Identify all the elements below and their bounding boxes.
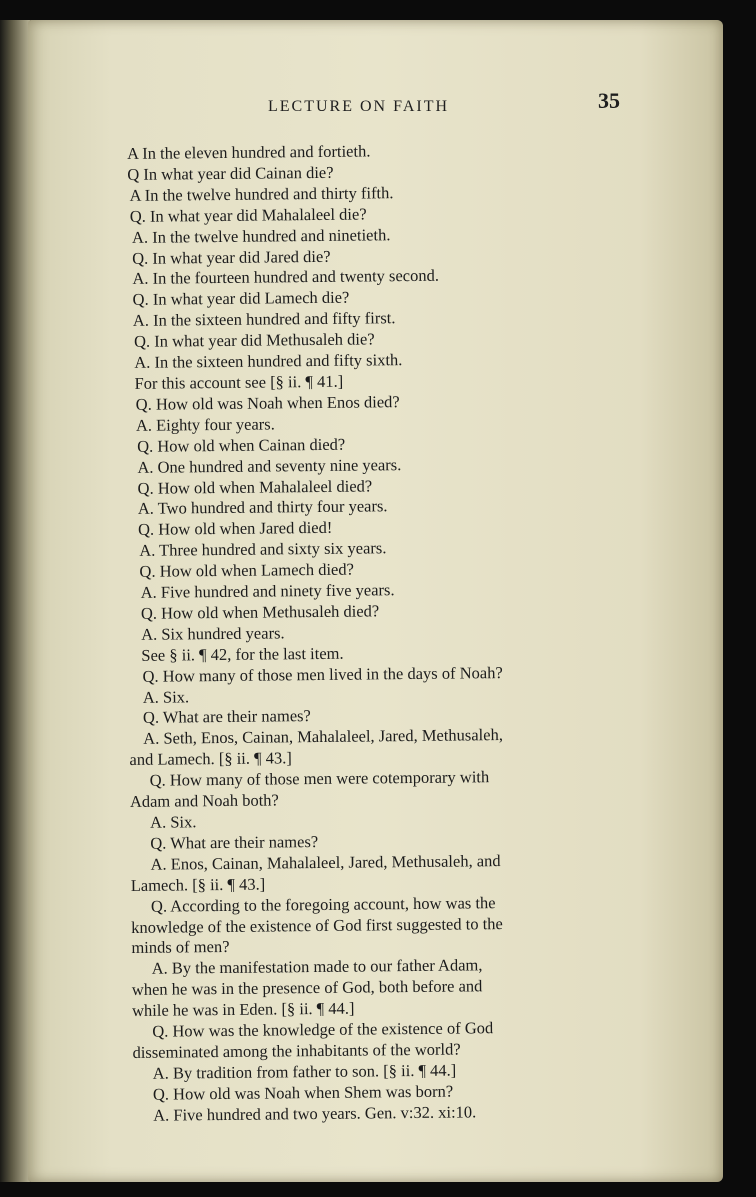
text-line: A. In the sixteen hundred and fifty first. <box>132 308 396 331</box>
text-line: Q. How old when Jared died! <box>137 518 333 540</box>
text-line: A. Six hundred years. <box>141 623 285 644</box>
text-line: A. In the twelve hundred and ninetieth. <box>131 224 391 247</box>
text-line: minds of men? <box>131 937 230 958</box>
text-line: disseminated among the inhabitants of the world? <box>132 1039 461 1062</box>
text-line: See § ii. ¶ 42, for the last item. <box>141 643 344 665</box>
text-line: A. In the sixteen hundred and fifty sixth. <box>134 350 403 372</box>
text-line: and Lamech. [§ ii. ¶ 43.] <box>129 748 292 770</box>
text-line: Q. How was the knowledge of the existence of God <box>152 1018 494 1041</box>
text-line: Q. How old was Noah when Enos died? <box>135 391 400 414</box>
text-line: Q. In what year did Jared die? <box>132 246 331 268</box>
text-line: Q. How old when Mahalaleel died? <box>137 475 373 498</box>
text-line: Lamech. [§ ii. ¶ 43.] <box>130 874 266 895</box>
text-line: Adam and Noah both? <box>129 790 279 812</box>
text-line: Q. How old was Noah when Shem was born? <box>152 1081 454 1104</box>
text-line: A. Six. <box>150 812 197 832</box>
text-line: Q. How old when Cainan died? <box>137 434 346 456</box>
text-line: A. Enos, Cainan, Mahalaleel, Jared, Methusaleh, and <box>150 850 501 874</box>
text-line: Q. According to the foregoing account, how was the <box>150 892 496 916</box>
text-line: Q. How old when Methusaleh died? <box>140 601 380 623</box>
text-line: knowledge of the existence of God first suggested to the <box>131 913 503 937</box>
text-line: A. By tradition from father to son. [§ ii. ¶ 44.] <box>152 1060 457 1083</box>
text-line: A In the eleven hundred and fortieth. <box>126 141 371 163</box>
text-line: A. Six. <box>142 686 190 707</box>
running-header: LECTURE ON FAITH <box>268 98 450 115</box>
text-line: Q. How many of those men were cotemporary with <box>149 767 490 790</box>
text-line: Q. What are their names? <box>142 706 311 728</box>
text-line: A. Five hundred and two years. Gen. v:32. xi:10. <box>153 1102 477 1125</box>
text-line: Q. In what year did Mahalaleel die? <box>129 204 367 226</box>
text-line: Q. How many of those men lived in the days of Noah? <box>142 662 503 686</box>
text-line: For this account see [§ ii. ¶ 41.] <box>134 371 344 393</box>
text-line: when he was in the presence of God, both before and <box>131 976 483 1000</box>
text-line: A. Seth, Enos, Cainan, Mahalaleel, Jared, Methusaleh, <box>143 725 504 749</box>
text-line: Q In what year did Cainan die? <box>127 162 334 184</box>
text-line: Q. In what year did Methusaleh die? <box>133 329 375 352</box>
page-number: 35 <box>598 88 620 113</box>
text-line: Q. What are their names? <box>150 831 319 853</box>
text-line: A In the twelve hundred and thirty fifth. <box>129 182 394 205</box>
text-line: Q. In what year did Lamech die? <box>132 287 350 310</box>
text-line: A. By the manifestation made to our father Adam, <box>151 955 483 979</box>
text-line: while he was in Eden. [§ ii. ¶ 44.] <box>131 998 355 1021</box>
text-line: Q. How old when Lamech died? <box>139 559 355 581</box>
text-line: A. In the fourteen hundred and twenty second. <box>132 266 440 289</box>
text-line: A. Five hundred and ninety five years. <box>140 580 395 602</box>
book-spine <box>0 20 30 1182</box>
text-line: A. Two hundred and thirty four years. <box>137 496 388 519</box>
text-line: A. Three hundred and sixty six years. <box>139 538 387 561</box>
text-line: A. One hundred and seventy nine years. <box>137 454 402 477</box>
body-text <box>123 139 653 1127</box>
text-line: A. Eighty four years. <box>135 414 275 435</box>
